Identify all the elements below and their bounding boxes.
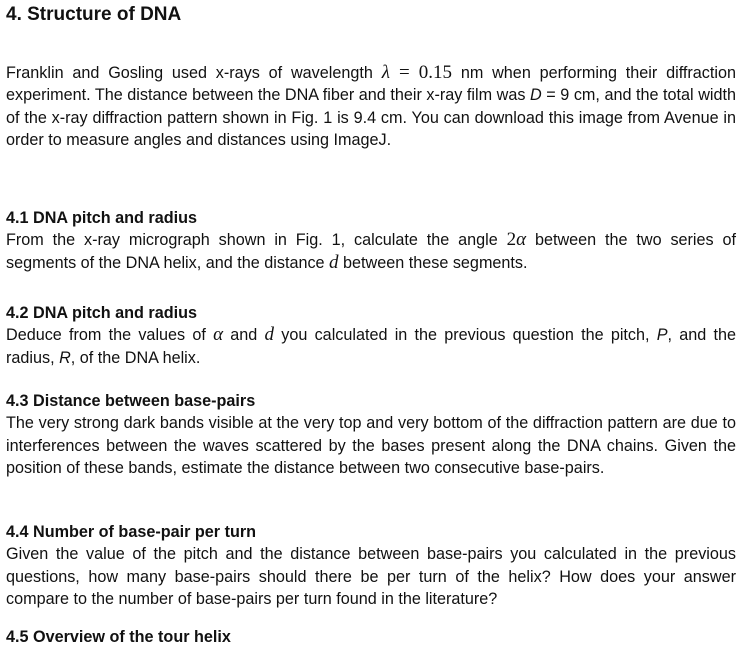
s43-body: The very strong dark bands visible at the very top and very bottom of the diffraction pattern are due to interferences between the waves scattered by the bases present along the DNA chains. Given the position of these bands, estimate the distance between two consecutive base-pairs. (6, 414, 736, 477)
intro-paragraph (6, 62, 736, 151)
subsection-title-4-1: 4.1 DNA pitch and radius (6, 209, 197, 227)
alpha-symbol: α (213, 324, 224, 346)
s42-text-5: , of the DNA helix. (70, 348, 201, 367)
radius-symbol: R (59, 348, 71, 367)
intro-text-3: = 9 cm, and the total width of the x-ray diffraction pattern shown in Fig. 1 is 9.4 cm. You can download this image from Avenue in order to measure angles and distances using ImageJ. (6, 86, 736, 149)
d-symbol: d (264, 324, 275, 346)
equals-sign: = (389, 62, 419, 83)
s41-text-2: between the two series of segments of the DNA helix, and the distance (6, 231, 736, 272)
s41-text-1: From the x-ray micrograph shown in Fig. 1, calculate the angle (6, 231, 507, 250)
subsection-title-4-5: 4.5 Overview of the tour helix (6, 628, 231, 646)
intro-text-1: Franklin and Gosling used x-rays of wavelength (6, 64, 382, 82)
subsection-4-4 (6, 521, 736, 610)
intro-text-2: nm when performing their diffraction experiment. The distance between the DNA fiber and their x-ray film was (6, 64, 736, 105)
d-symbol: d (329, 251, 339, 273)
subsection-4-2 (6, 302, 736, 369)
lambda-value: 0.15 (418, 62, 453, 83)
s42-text-1: Deduce from the values of (6, 326, 214, 345)
subsection-4-3 (6, 390, 736, 479)
two-factor: 2 (506, 229, 517, 251)
s44-body: Given the value of the pitch and the distance between base-pairs you calculated in the previous questions, how many base-pairs should there be per turn of the helix? How does your answer compare to the number of base-pairs per turn found in the literature? (6, 545, 736, 608)
s42-text-3: you calculated in the previous question the pitch, (274, 326, 657, 345)
s42-text-2: and (223, 326, 265, 345)
lambda-symbol: λ (381, 62, 390, 83)
subsection-title-4-3: 4.3 Distance between base-pairs (6, 392, 256, 410)
section-heading: 4. Structure of DNA (6, 4, 182, 25)
alpha-symbol: α (516, 229, 527, 251)
subsection-title-4-4: 4.4 Number of base-pair per turn (6, 523, 257, 541)
s41-text-3: between these segments. (338, 253, 528, 272)
subsection-4-1 (6, 207, 736, 274)
s42-text-4: , and the radius, (6, 326, 737, 367)
distance-symbol: D (530, 86, 542, 105)
pitch-symbol: P (656, 326, 668, 345)
subsection-title-4-2: 4.2 DNA pitch and radius (6, 304, 197, 322)
